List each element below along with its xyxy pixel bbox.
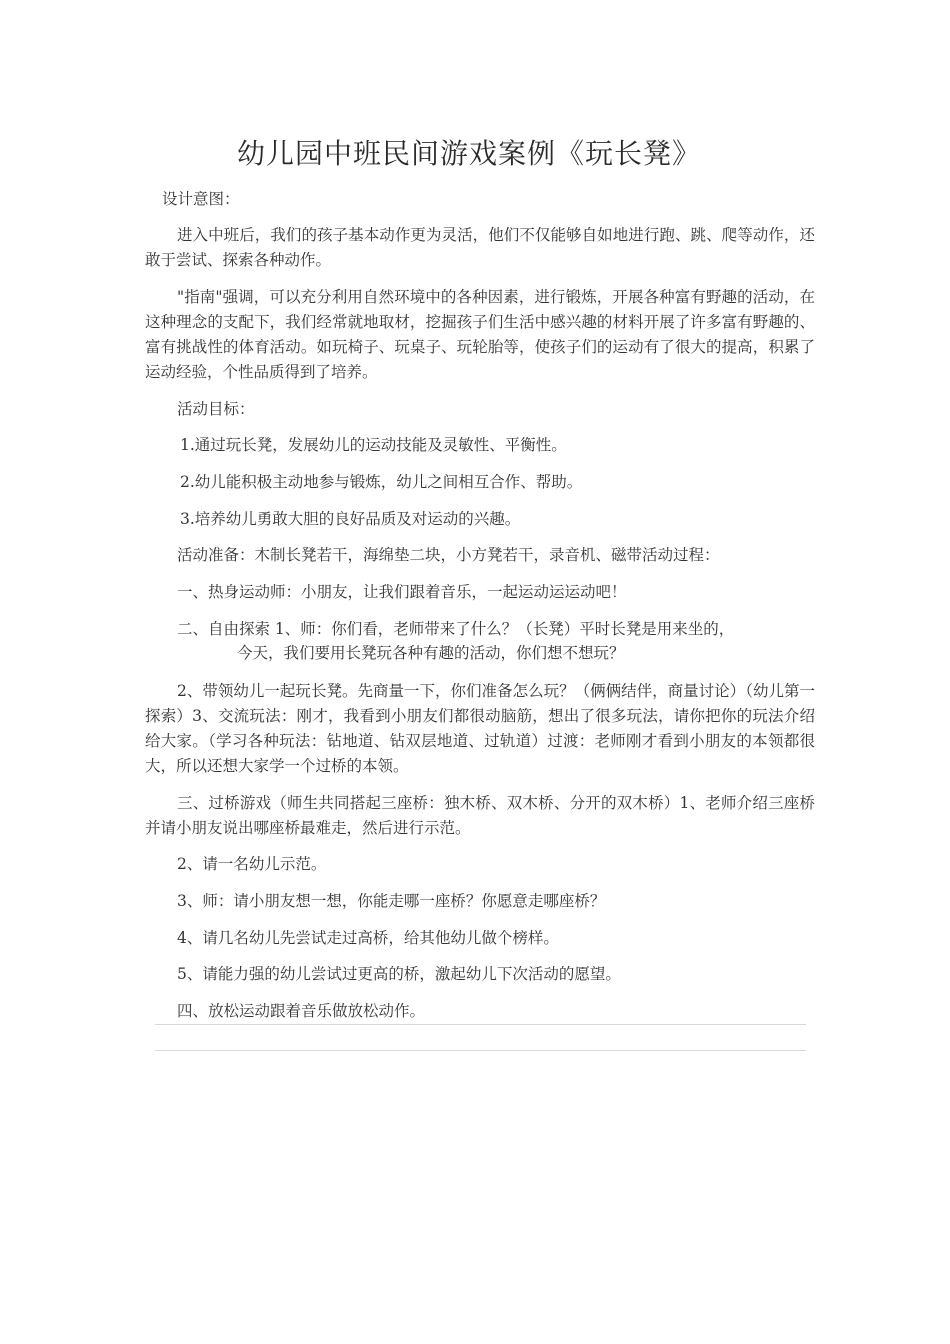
bridge-step-2: 2、请一名幼儿示范。 xyxy=(177,855,327,873)
goal-item-2: 2.幼儿能积极主动地参与锻炼，幼儿之间相互合作、帮助。 xyxy=(180,473,583,491)
goals-label: 活动目标： xyxy=(177,400,255,418)
document-title: 幼儿园中班民间游戏案例《玩长凳》 xyxy=(236,137,701,170)
design-intent-paragraph-2: "指南"强调，可以充分利用自然环境中的各种因素，进行锻炼，开展各种富有野趣的活动，在这种理念的支配下，我们经常就地取材，挖掘孩子们生活中感兴趣的材料开展了许多富有野趣的、富有挑战性的体育活动。如玩椅子、玩桌子、玩轮胎等，使孩子们的运动有了很大的提高，积累了运动经验，个性品质得到了培养。 xyxy=(145,288,815,381)
step-free-explore: 二、自由探索 1、师：你们看，老师带来了什么？（长凳）平时长凳是用来坐的， xyxy=(177,620,735,638)
step-relax: 四、放松运动跟着音乐做放松动作。 xyxy=(177,1002,426,1020)
design-intent-label: 设计意图： xyxy=(162,190,240,208)
step-free-explore-continued: 今天，我们要用长凳玩各种有趣的活动，你们想不想玩？ xyxy=(237,644,625,662)
bridge-step-5: 5、请能力强的幼儿尝试过更高的桥，激起幼儿下次活动的愿望。 xyxy=(177,965,621,983)
divider-line xyxy=(155,1024,806,1025)
bridge-step-4: 4、请几名幼儿先尝试走过高桥，给其他幼儿做个榜样。 xyxy=(177,929,559,947)
divider-line xyxy=(155,1050,806,1051)
step-play-bench-paragraph: 2、带领幼儿一起玩长凳。先商量一下，你们准备怎么玩？（俩俩结伴，商量讨论）（幼儿第一探索）3、交流玩法：刚才，我看到小朋友们都很动脑筋，想出了很多玩法，请你把你的玩法介绍给大家。（学习各种玩法：钻地道、钻双层地道、过轨道）过渡：老师刚才看到小朋友的本领都很大，所以还想大家学一个过桥的本领。 xyxy=(145,682,815,775)
goal-item-1: 1.通过玩长凳，发展幼儿的运动技能及灵敏性、平衡性。 xyxy=(180,436,567,454)
activity-preparation: 活动准备：木制长凳若干，海绵垫二块，小方凳若干，录音机、磁带活动过程： xyxy=(177,546,720,564)
step-warmup: 一、热身运动师：小朋友，让我们跟着音乐，一起运动运运动吧！ xyxy=(177,583,627,601)
step-bridge-game-paragraph: 三、过桥游戏（师生共同搭起三座桥：独木桥、双木桥、分开的双木桥）1、老师介绍三座桥并请小朋友说出哪座桥最难走，然后进行示范。 xyxy=(145,794,815,837)
bridge-step-3: 3、师：请小朋友想一想，你能走哪一座桥？你愿意走哪座桥？ xyxy=(177,892,606,910)
design-intent-paragraph-1: 进入中班后，我们的孩子基本动作更为灵活，他们不仅能够自如地进行跑、跳、爬等动作，还敢于尝试、探索各种动作。 xyxy=(145,226,815,269)
goal-item-3: 3.培养幼儿勇敢大胆的良好品质及对运动的兴趣。 xyxy=(180,510,521,528)
